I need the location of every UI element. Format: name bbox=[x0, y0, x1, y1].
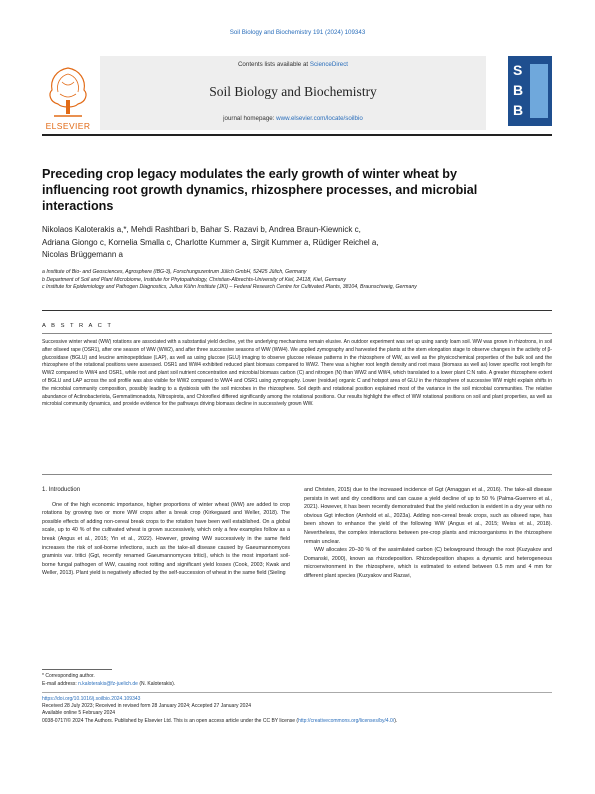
intro-paragraph-2: WW allocates 20–30 % of the assimilated carbon (C) belowground through the root (Kuzyakov and Domanski, 2000), known as rhizodeposition. Rhizodeposition shapes a dynamic and heterogeneous microenvironment in the rhizosphere, which is estimated to extend between 0.5 mm and 4 mm for different plant species (Kuzyakov and Razavi, bbox=[304, 547, 552, 579]
authors-line-1[interactable]: Nikolaos Kaloterakis a,*, Mehdi Rashtbari b, Bahar S. Razavi b, Andrea Braun-Kiewnick c, bbox=[42, 225, 361, 234]
email-line bbox=[42, 681, 552, 689]
article-title: Preceding crop legacy modulates the early growth of winter wheat by influencing root growth dynamics, rhizosphere processes, and microbial interactions bbox=[42, 167, 478, 213]
article-history bbox=[42, 696, 562, 725]
contents-prefix: Contents lists available at bbox=[237, 61, 310, 68]
email-link[interactable]: n.kaloterakis@fz-juelich.de bbox=[78, 680, 138, 687]
corresponding-author-note: * Corresponding author. bbox=[42, 673, 95, 679]
journal-citation[interactable]: Soil Biology and Biochemistry 191 (2024) 109343 bbox=[229, 29, 366, 36]
journal-title: Soil Biology and Biochemistry bbox=[209, 84, 377, 99]
body-column-right bbox=[304, 486, 552, 581]
contents-line bbox=[100, 61, 486, 68]
received-dates: Received 28 July 2023; Received in revised form 28 January 2024; Accepted 27 January 2024 bbox=[42, 703, 252, 710]
author-list bbox=[42, 224, 552, 262]
available-online: Available online 5 February 2024 bbox=[42, 710, 116, 717]
license-prefix: 0038-0717/© 2024 The Authors. Published by Elsevier Ltd. This is an open access article under the CC BY license ( bbox=[42, 717, 299, 724]
license-suffix: ). bbox=[394, 717, 398, 724]
doi-rule bbox=[42, 692, 552, 693]
homepage-link[interactable]: www.elsevier.com/locate/soilbio bbox=[276, 115, 363, 122]
affiliation-a: a Institute of Bio- and Geosciences, Agrosphere (IBG-3), Forschungszentrum Jülich GmbH, 52425 Jülich, Germany bbox=[42, 269, 307, 275]
abstract-heading: A B S T R A C T bbox=[42, 323, 113, 329]
license-link[interactable]: http://creativecommons.org/licenses/by/4.0/ bbox=[298, 717, 395, 724]
elsevier-tree-logo bbox=[42, 60, 94, 122]
cover-image-strip bbox=[530, 64, 548, 118]
footnote bbox=[42, 673, 552, 688]
intro-paragraph-1: One of the high economic importance, higher proportions of winter wheat (WW) are added to crop rotations by growing two or more WW crops after a break crop (Kirkegaard and Weller, 2018). The possible effects of adding non-cereal break crops to the rotation have been well established. On a global scale, up to 40 % of the cultivated wheat is grown successively, which only a few examples follow as a break (Angus et al., 2015; Yin et al., 2022). However, growing WW successively in the same field increases the risk of soil-borne infections, such as the take-all disease caused by Gaeumannomyces graminis var. tritici (Ggt, recently renamed Gaeumannomyces tritici), which is the most important soil-borne fungal pathogen of WW, causing root rotting and significant yield losses (Cook, 2003; Kwak and Weller, 2013). Plant yield is negatively affected by the self-succession of wheat in the same field (Sieling bbox=[42, 501, 290, 577]
affiliations bbox=[42, 269, 552, 292]
abstract-rule-bottom bbox=[42, 474, 552, 475]
publisher-name: ELSEVIER bbox=[45, 121, 91, 131]
authors-line-3[interactable]: Nicolas Brüggemann a bbox=[42, 250, 123, 259]
journal-cover-thumbnail bbox=[508, 56, 552, 126]
abstract-rule-top bbox=[42, 333, 552, 334]
footnote-rule bbox=[42, 669, 112, 670]
affiliation-rule bbox=[42, 310, 552, 311]
doi-link[interactable]: https://doi.org/10.1016/j.soilbio.2024.109343 bbox=[42, 696, 141, 702]
section-heading-introduction: 1. Introduction bbox=[42, 487, 81, 493]
cover-letter-b2: B bbox=[513, 102, 524, 118]
homepage-prefix: journal homepage: bbox=[223, 115, 277, 122]
intro-paragraph-1-continued: and Christen, 2015) due to the increased incidence of Ggt (Arnaggan et al., 2016). The take-all disease persists in wet and dry conditions and can cause a yield decline of up to 50 % (Palma-Guerrero et al., 2021). However, it has been recently demonstrated that the yield reduction is evident in a dry year with no obvious Ggt infection (Arnhold et al., 2023a). Adding non-cereal break crops, such as oilseed rape, has been shown to enhance the yield of the following WW (Angus et al., 2015; Weiss et al., 2018). Nevertheless, the complex interactions between pre-crop plants and microorganisms in the rhizosphere remain unclear. bbox=[304, 487, 552, 545]
sciencedirect-link[interactable]: ScienceDirect bbox=[309, 61, 349, 68]
body-column-left bbox=[42, 486, 290, 578]
homepage-line bbox=[100, 115, 486, 122]
license-line bbox=[42, 718, 562, 725]
cover-letter-s: S bbox=[513, 62, 523, 78]
header-rule bbox=[42, 134, 552, 136]
email-label: E-mail address: bbox=[42, 680, 79, 687]
abstract-text: Successive winter wheat (WW) rotations are associated with a substantial yield decline, yet the underlying mechanisms remain elusive. An outdoor experiment was set up using sandy loam soil. WW was grown in rhizotrons, in soil after oilseed rape (OSR1), after one season of WW (WW2), and after three successive seasons of WW (WW4). We applied zymography and harvested the plants at the stem elongation stage to observe changes in the activity of β-glucosidase (BGLU) and leucine aminopeptidase (LAP), as well as using glucose (GLU) imaging to observe glucose release patterns in the rhizosphere of WW, as well as the physicochemical properties of the bulk soil and the rhizosphere of the rotational positions were assessed. OSR1 and WW4 exhibited reduced plant biomass compared to WW2. There was a higher root length density and root mass (biomass as well as) lower specific root length for WW2 compared to WW4 and OSR1, while root and plant soil nutrient concentration and microbial biomass carbon (C) and nitrogen (N) than WW2 and WW4, which translated to a lower plant C:N ratio. A greater rhizosphere extent of BGLU and LAP across the soil profile was also visible for WW2 compared to WW4 and OSR1 using zymography. Lower (residue) organic C and hotspot area of GLU in the rhizosphere of successive WW might explain shifts in the microbial community composition, possibly leading to a dysbiosis with the soil microbes in the rhizosphere. Soil depth and rotational position explained most of the variance in the soil microbial communities. The relative abundance of Actinobacteriota, Gemmatimonadota, Nitrospirota, and Chloroflexi differed significantly among the rotational positions. Our results highlight the effect of WW rotational positions on soil and plant properties, as well as microbial community dynamics, and provide evidence for the pathways driving biomass decline in successively grown WW. bbox=[42, 339, 552, 408]
affiliation-c: c Institute for Epidemiology and Pathogen Diagnostics, Julius Kühn Institute (JKI) – Federal Research Centre for Cultivated Plants, 38104, Braunschweig, Germany bbox=[42, 284, 417, 291]
email-suffix: (N. Kaloterakis). bbox=[137, 680, 176, 687]
authors-line-2[interactable]: Adriana Giongo c, Kornelia Smalla c, Charlotte Kummer a, Sirgit Kummer a, Rüdiger Reichel a, bbox=[42, 237, 379, 247]
affiliation-b: b Department of Soil and Plant Microbiome, Institute for Phytopathology, Christian-Albrechts-University of Kiel, 24118, Kiel, Germany bbox=[42, 276, 346, 283]
cover-letter-b1: B bbox=[513, 82, 524, 98]
